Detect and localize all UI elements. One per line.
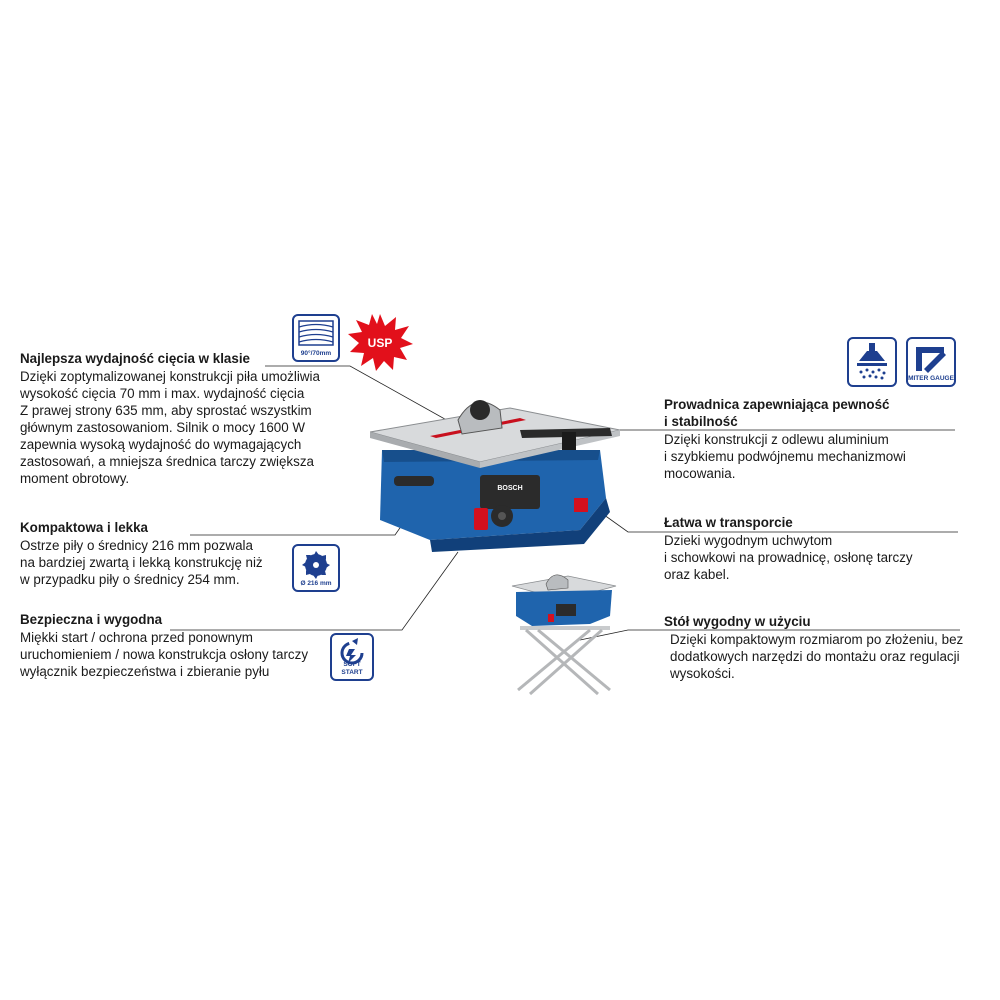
feature-description: Dzieki wygodnym uchwytom i schowkowi na prowadnicę, osłonę tarczy oraz kabel.: [664, 533, 913, 582]
feature-compact: [20, 519, 290, 588]
feature-transport: [664, 514, 964, 583]
brand-logo: BOSCH: [497, 485, 523, 492]
table-saw-illustration: [370, 380, 620, 555]
cut-depth-icon: [292, 314, 340, 362]
feature-title: Łatwa w transporcie: [664, 515, 793, 530]
feature-title: Kompaktowa i lekka: [20, 520, 149, 535]
usp-label: USP: [367, 336, 393, 350]
feature-table: [664, 613, 984, 682]
feature-safe: [20, 611, 340, 680]
feature-description: Dzięki konstrukcji z odlewu aluminium i szybkiemu podwójnemu mechanizmowi mocowania.: [664, 432, 906, 481]
feature-description: Dzięki kompaktowym rozmiarom po złożeniu, bez dodatkowych narzędzi do montażu oraz regulacji wysokości.: [670, 632, 964, 681]
saw-blade-icon: [292, 544, 340, 592]
dust-extraction-icon: [847, 337, 897, 387]
feature-title: Prowadnica zapewniająca pewność i stabilność: [664, 397, 890, 429]
soft-start-icon: [330, 633, 374, 681]
blade-label: Ø 216 mm: [300, 580, 332, 587]
feature-description: Dzięki zoptymalizowanej konstrukcji piła umożliwia wysokość cięcia 70 mm i max. wydajność cięcia Z prawej strony 635 mm, aby sprostać wszystkim głównym zastosowaniom. Silnik o mocy 1600 W zapewnia wysoką wydajność do wymagających zastosowań, a mniejsza średnica tarczy zwiększa moment obrotowy.: [20, 369, 320, 486]
feature-description: Ostrze piły o średnicy 216 mm pozwala na bardziej zwartą i lekką konstrukcję niż w przypadku piły o średnicy 254 mm.: [20, 538, 263, 587]
feature-title: Stół wygodny w użyciu: [664, 614, 811, 629]
feature-guide: [664, 396, 964, 482]
miter-label: MITER GAUGE: [908, 375, 954, 382]
miter-gauge-icon: [906, 337, 956, 387]
saw-on-stand-illustration: [508, 570, 620, 698]
feature-description: Miękki start / ochrona przed ponownym uruchomieniem / nowa konstrukcja osłony tarczy wyłącznik bezpieczeństwa i zbieranie pyłu: [20, 630, 309, 679]
cut-depth-label: 90°/70mm: [300, 350, 332, 357]
feature-title: Najlepsza wydajność cięcia w klasie: [20, 351, 250, 366]
usp-star-icon: [346, 312, 414, 372]
soft-start-label: SOFT START: [341, 661, 363, 676]
feature-cut-performance: [20, 350, 360, 487]
feature-title: Bezpieczna i wygodna: [20, 612, 163, 627]
